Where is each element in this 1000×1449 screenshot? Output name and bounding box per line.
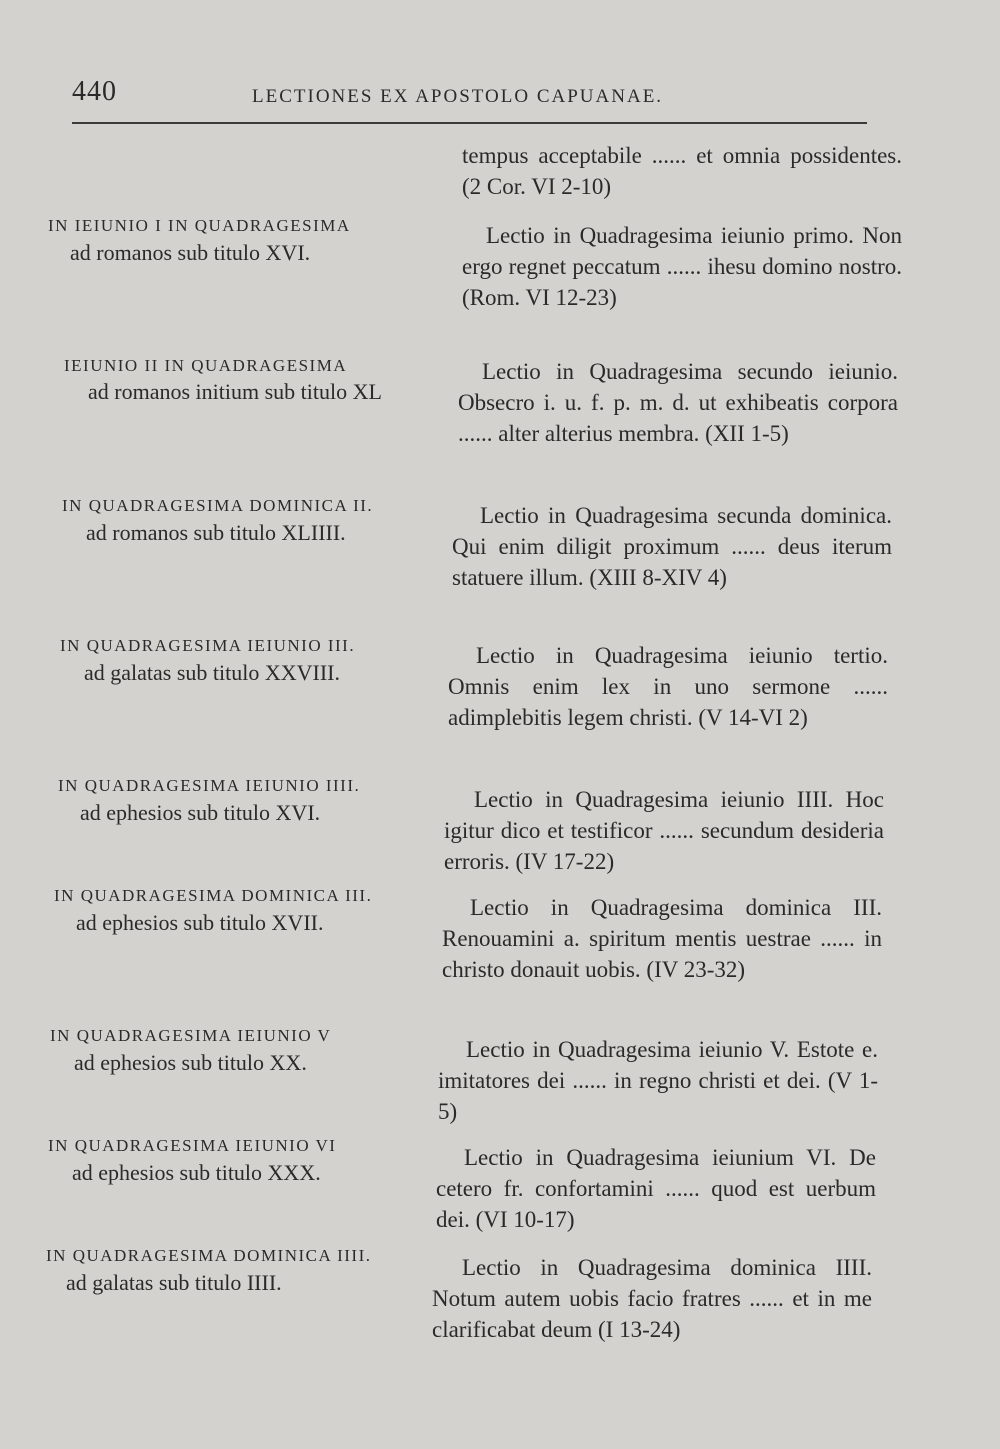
left-entry: [48, 774, 423, 828]
lesson-text: Lectio in Quadragesima ieiunio IIII. Hoc igitur dico et testificor ...... secundum desideria erroris. (IV 17-22): [444, 787, 884, 874]
lesson-text: tempus acceptabile ...... et omnia possidentes. (2 Cor. VI 2-10): [462, 143, 902, 199]
left-entry-subtitle: ad galatas sub titulo IIII.: [66, 1270, 282, 1295]
header-rule: [72, 122, 867, 124]
left-entry: [48, 214, 423, 268]
left-entry-subtitle: ad ephesios sub titulo XXX.: [72, 1160, 321, 1185]
lesson-text: Lectio in Quadragesima ieiunio V. Estote e. imitatores dei ...... in regno christi et dei. (V 1-5): [438, 1037, 878, 1124]
lesson-text: Lectio in Quadragesima dominica III. Renouamini a. spiritum mentis uestrae ...... in christo donauit uobis. (IV 23-32): [442, 895, 882, 982]
left-entry-subtitle: ad romanos sub titulo XVI.: [70, 240, 311, 265]
left-entry-heading: IN QUADRAGESIMA IEIUNIO VI: [48, 1136, 337, 1155]
left-entry-heading: IN QUADRAGESIMA DOMINICA II.: [62, 496, 374, 515]
left-entry: [48, 884, 423, 938]
lesson-text: Lectio in Quadragesima secundo ieiunio. Obsecro i. u. f. p. m. d. ut exhibeatis corpora ...... alter alterius membra. (XII 1-5): [458, 359, 898, 446]
page-number: 440: [72, 76, 117, 107]
left-entry: [48, 1024, 423, 1078]
left-entry-subtitle: ad ephesios sub titulo XX.: [74, 1050, 307, 1075]
left-entry-heading: IN QUADRAGESIMA DOMINICA III.: [54, 886, 373, 905]
page-header: [72, 76, 867, 116]
left-entry: [48, 354, 423, 406]
left-entry-heading: IN QUADRAGESIMA IEIUNIO V: [50, 1026, 332, 1045]
left-entry-heading: IEIUNIO II IN QUADRAGESIMA: [64, 356, 348, 375]
running-title: LECTIONES EX APOSTOLO CAPUANAE.: [252, 86, 664, 107]
left-entry: [48, 634, 423, 688]
left-entry-subtitle: ad romanos sub titulo XLIIII.: [86, 520, 346, 545]
left-entry-subtitle: ad ephesios sub titulo XVII.: [76, 910, 324, 935]
left-entry: [46, 1244, 421, 1298]
lesson-text: Lectio in Quadragesima dominica IIII. Notum autem uobis facio fratres ...... et in me clarificabat deum (I 13-24): [432, 1255, 872, 1342]
lesson-text: Lectio in Quadragesima ieiunio tertio. Omnis enim lex in uno sermone ...... adimplebitis legem christi. (V 14-VI 2): [448, 643, 888, 730]
left-entry-heading: IN QUADRAGESIMA DOMINICA IIII.: [46, 1246, 372, 1265]
lesson-text: Lectio in Quadragesima ieiunium VI. De cetero fr. confortamini ...... quod est uerbum dei. (VI 10-17): [436, 1145, 876, 1232]
left-entry: [48, 1134, 423, 1188]
lesson-text: Lectio in Quadragesima ieiunio primo. Non ergo regnet peccatum ...... ihesu domino nostro. (Rom. VI 12-23): [462, 223, 902, 310]
left-entry-subtitle: ad ephesios sub titulo XVI.: [80, 800, 321, 825]
left-entry-heading: IN QUADRAGESIMA IEIUNIO III.: [60, 636, 356, 655]
left-entry-subtitle: ad romanos initium sub titulo XL: [88, 379, 382, 404]
left-entry-heading: IN IEIUNIO I IN QUADRAGESIMA: [48, 216, 351, 235]
left-entry: [48, 494, 423, 548]
left-entry-heading: IN QUADRAGESIMA IEIUNIO IIII.: [58, 776, 361, 795]
lesson-text: Lectio in Quadragesima secunda dominica. Qui enim diligit proximum ...... deus iterum statuere illum. (XIII 8-XIV 4): [452, 503, 892, 590]
left-entry-subtitle: ad galatas sub titulo XXVIII.: [84, 660, 340, 685]
